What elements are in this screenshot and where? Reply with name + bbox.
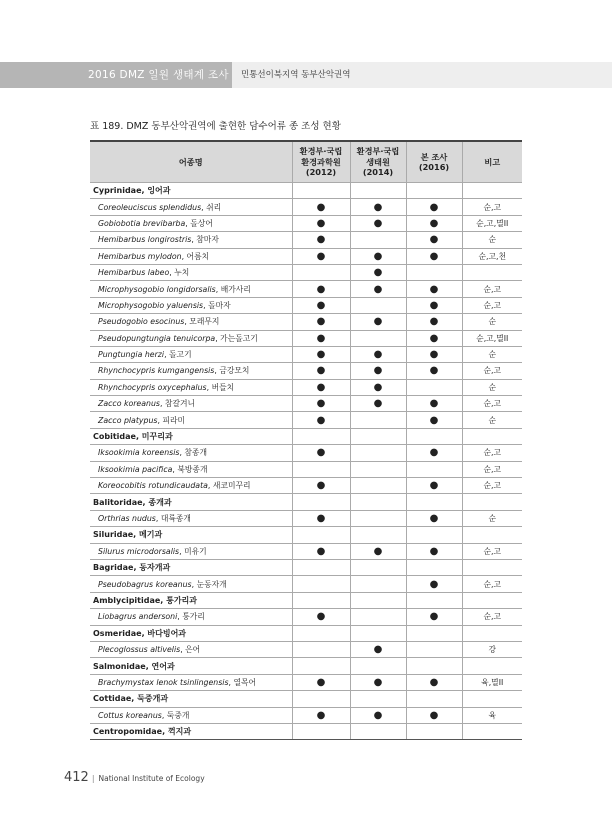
- occurrence-2012: ●: [292, 445, 350, 461]
- korean-name: , 열목어: [228, 677, 257, 687]
- family-row: [90, 723, 522, 739]
- family-row: [90, 494, 522, 510]
- occurrence-2014: [350, 576, 406, 592]
- footer-separator: |: [91, 774, 95, 783]
- family-name: Balitoridae, 종개과: [90, 494, 292, 510]
- note-cell: 순: [462, 346, 522, 362]
- occurrence-2014: ●: [350, 199, 406, 215]
- occurrence-2016: ●: [406, 576, 462, 592]
- scientific-name: Gobiobotia brevibarba: [98, 218, 186, 228]
- empty-cell: [350, 527, 406, 543]
- occurrence-2014: [350, 478, 406, 494]
- col-header-2014: 환경부·국립 생태원 (2014): [350, 141, 406, 183]
- korean-name: , 미유기: [179, 546, 207, 556]
- occurrence-2014: [350, 461, 406, 477]
- occurrence-2012: ●: [292, 215, 350, 231]
- scientific-name: Microphysogobio longidorsalis: [98, 284, 216, 294]
- note-cell: 순,고: [462, 461, 522, 477]
- species-name-cell: [90, 264, 292, 280]
- occurrence-2014: [350, 445, 406, 461]
- korean-name: , 금강모치: [214, 366, 250, 376]
- occurrence-2014: ●: [350, 674, 406, 690]
- occurrence-2014: [350, 609, 406, 625]
- scientific-name: Hemibarbus longirostris: [98, 235, 192, 245]
- family-row: [90, 658, 522, 674]
- species-row: [90, 412, 522, 428]
- scientific-name: Iksookimia pacifica: [98, 464, 173, 474]
- occurrence-2016: ●: [406, 510, 462, 526]
- empty-cell: [462, 183, 522, 199]
- empty-cell: [462, 592, 522, 608]
- species-row: [90, 248, 522, 264]
- scientific-name: Hemibarbus mylodon: [98, 251, 182, 261]
- occurrence-2014: ●: [350, 264, 406, 280]
- species-name-cell: [90, 576, 292, 592]
- occurrence-2012: ●: [292, 281, 350, 297]
- scientific-name: Koreocobitis rotundicaudata: [98, 481, 208, 491]
- empty-cell: [462, 559, 522, 575]
- scientific-name: Pseudogobio esocinus: [98, 317, 185, 327]
- species-row: [90, 264, 522, 280]
- occurrence-2016: ●: [406, 199, 462, 215]
- species-row: [90, 461, 522, 477]
- empty-cell: [406, 428, 462, 444]
- occurrence-2014: [350, 232, 406, 248]
- korean-name: , 참종개: [179, 448, 207, 458]
- species-name-cell: [90, 215, 292, 231]
- occurrence-2014: ●: [350, 641, 406, 657]
- occurrence-2016: [406, 264, 462, 280]
- species-name-cell: [90, 412, 292, 428]
- family-row: [90, 527, 522, 543]
- occurrence-2016: ●: [406, 396, 462, 412]
- occurrence-2016: ●: [406, 707, 462, 723]
- note-cell: 순,고: [462, 478, 522, 494]
- occurrence-2012: [292, 461, 350, 477]
- species-row: [90, 445, 522, 461]
- family-name: Siluridae, 메기과: [90, 527, 292, 543]
- note-cell: 순,고: [462, 543, 522, 559]
- species-name-cell: [90, 543, 292, 559]
- empty-cell: [406, 183, 462, 199]
- note-cell: 순: [462, 314, 522, 330]
- col-header-2012: 환경부·국립 환경과학원 (2012): [292, 141, 350, 183]
- col-header-species: 어종명: [90, 141, 292, 183]
- scientific-name: Zacco koreanus: [98, 399, 160, 409]
- korean-name: , 어름치: [181, 251, 210, 261]
- footer-institute: National Institute of Ecology: [98, 774, 205, 783]
- scientific-name: Coreoleuciscus splendidus: [98, 202, 202, 212]
- empty-cell: [462, 691, 522, 707]
- empty-cell: [350, 691, 406, 707]
- occurrence-2016: [406, 641, 462, 657]
- page-footer: [64, 770, 205, 785]
- species-row: [90, 363, 522, 379]
- note-cell: 육: [462, 707, 522, 723]
- species-name-cell: [90, 248, 292, 264]
- family-row: [90, 183, 522, 199]
- species-row: [90, 379, 522, 395]
- table-header-row: [90, 141, 522, 183]
- occurrence-2016: ●: [406, 346, 462, 362]
- family-row: [90, 691, 522, 707]
- family-name: Salmonidae, 연어과: [90, 658, 292, 674]
- empty-cell: [292, 183, 350, 199]
- occurrence-2016: ●: [406, 478, 462, 494]
- empty-cell: [292, 592, 350, 608]
- header-subtitle: 민통선이북지역 동부산악권역: [241, 70, 351, 80]
- korean-name: , 돌상어: [185, 218, 213, 228]
- scientific-name: Microphysogobio yaluensis: [98, 300, 204, 310]
- scientific-name: Hemibarbus labeo: [98, 268, 170, 278]
- occurrence-2016: ●: [406, 248, 462, 264]
- family-name: Cottidae, 둑중개과: [90, 691, 292, 707]
- empty-cell: [292, 691, 350, 707]
- occurrence-2016: ●: [406, 297, 462, 313]
- empty-cell: [292, 428, 350, 444]
- col-header-2016: 본 조사 (2016): [406, 141, 462, 183]
- korean-name: , 돌고기: [164, 350, 192, 360]
- species-row: [90, 232, 522, 248]
- occurrence-2012: ●: [292, 363, 350, 379]
- scientific-name: Pungtungia herzi: [98, 350, 165, 360]
- family-row: [90, 559, 522, 575]
- occurrence-2014: ●: [350, 363, 406, 379]
- species-name-cell: [90, 199, 292, 215]
- occurrence-2014: ●: [350, 215, 406, 231]
- occurrence-2014: [350, 330, 406, 346]
- note-cell: 순,고,멸II: [462, 330, 522, 346]
- korean-name: , 가는돌고기: [215, 333, 258, 343]
- species-name-cell: [90, 445, 292, 461]
- species-name-cell: [90, 641, 292, 657]
- note-cell: 순: [462, 379, 522, 395]
- empty-cell: [406, 494, 462, 510]
- empty-cell: [406, 658, 462, 674]
- col-header-note: 비고: [462, 141, 522, 183]
- korean-name: , 둑중개: [161, 710, 190, 720]
- note-cell: [462, 264, 522, 280]
- scientific-name: Plecoglossus altivelis: [98, 645, 181, 655]
- scientific-name: Orthrias nudus: [98, 514, 156, 523]
- occurrence-2016: ●: [406, 314, 462, 330]
- occurrence-2014: ●: [350, 248, 406, 264]
- family-name: Amblycipitidae, 퉁가리과: [90, 592, 292, 608]
- occurrence-2014: ●: [350, 379, 406, 395]
- species-row: [90, 707, 522, 723]
- family-row: [90, 625, 522, 641]
- species-name-cell: [90, 707, 292, 723]
- species-row: [90, 199, 522, 215]
- empty-cell: [292, 494, 350, 510]
- empty-cell: [462, 428, 522, 444]
- occurrence-2014: [350, 510, 406, 526]
- korean-name: , 참갈겨니: [159, 399, 196, 409]
- species-name-cell: [90, 314, 292, 330]
- species-name-cell: [90, 396, 292, 412]
- species-row: [90, 396, 522, 412]
- empty-cell: [406, 592, 462, 608]
- empty-cell: [406, 691, 462, 707]
- occurrence-2012: ●: [292, 707, 350, 723]
- species-name-cell: [90, 510, 292, 526]
- note-cell: 순,고,멸II: [462, 215, 522, 231]
- scientific-name: Pseudopungtungia tenuicorpa: [98, 333, 216, 343]
- empty-cell: [292, 625, 350, 641]
- species-row: [90, 576, 522, 592]
- species-name-cell: [90, 281, 292, 297]
- empty-cell: [350, 428, 406, 444]
- empty-cell: [462, 658, 522, 674]
- korean-name: , 새코미꾸리: [207, 481, 251, 491]
- occurrence-2012: [292, 264, 350, 280]
- note-cell: 순,고: [462, 199, 522, 215]
- occurrence-2012: ●: [292, 199, 350, 215]
- family-name: Bagridae, 동자개과: [90, 559, 292, 575]
- korean-name: , 배가사리: [215, 284, 251, 294]
- empty-cell: [462, 527, 522, 543]
- korean-name: , 참마자: [191, 235, 219, 245]
- scientific-name: Brachymystax lenok tsinlingensis: [98, 677, 229, 687]
- empty-cell: [292, 658, 350, 674]
- occurrence-2012: ●: [292, 396, 350, 412]
- species-row: [90, 215, 522, 231]
- species-row: [90, 346, 522, 362]
- page-number: 412: [64, 770, 89, 785]
- occurrence-2012: [292, 576, 350, 592]
- occurrence-2012: ●: [292, 543, 350, 559]
- scientific-name: Iksookimia koreensis: [98, 448, 180, 458]
- empty-cell: [292, 559, 350, 575]
- empty-cell: [350, 494, 406, 510]
- scientific-name: Liobagrus andersoni: [98, 612, 178, 622]
- occurrence-2012: ●: [292, 314, 350, 330]
- occurrence-2016: ●: [406, 281, 462, 297]
- family-name: Cyprinidae, 잉어과: [90, 183, 292, 199]
- scientific-name: Rhynchocypris oxycephalus: [98, 382, 207, 392]
- species-row: [90, 297, 522, 313]
- note-cell: 순,고: [462, 396, 522, 412]
- occurrence-2012: ●: [292, 248, 350, 264]
- korean-name: , 퉁가리: [177, 612, 205, 622]
- family-name: Cobitidae, 미꾸리과: [90, 428, 292, 444]
- species-row: [90, 674, 522, 690]
- occurrence-2016: ●: [406, 330, 462, 346]
- family-name: Centropomidae, 꺽지과: [90, 723, 292, 739]
- occurrence-2016: ●: [406, 363, 462, 379]
- occurrence-2014: ●: [350, 281, 406, 297]
- note-cell: 순: [462, 412, 522, 428]
- empty-cell: [406, 559, 462, 575]
- occurrence-2016: ●: [406, 543, 462, 559]
- occurrence-2012: [292, 641, 350, 657]
- scientific-name: Pseudobagrus koreanus: [98, 579, 192, 589]
- family-name: Osmeridae, 바다빙어과: [90, 625, 292, 641]
- occurrence-2016: [406, 379, 462, 395]
- korean-name: , 버들치: [206, 382, 235, 392]
- korean-name: , 눈동자개: [191, 579, 227, 589]
- note-cell: 순: [462, 510, 522, 526]
- scientific-name: Zacco platypus: [98, 415, 158, 425]
- note-cell: 육,멸II: [462, 674, 522, 690]
- empty-cell: [350, 625, 406, 641]
- species-name-cell: [90, 297, 292, 313]
- occurrence-2016: ●: [406, 412, 462, 428]
- header-title: 2016 DMZ 일원 생태계 조사: [88, 69, 229, 81]
- species-row: [90, 641, 522, 657]
- occurrence-2012: ●: [292, 379, 350, 395]
- species-row: [90, 478, 522, 494]
- korean-name: , 대륙종개: [155, 514, 191, 523]
- empty-cell: [350, 559, 406, 575]
- empty-cell: [292, 723, 350, 739]
- occurrence-2014: ●: [350, 543, 406, 559]
- species-name-cell: [90, 461, 292, 477]
- note-cell: 순,고: [462, 363, 522, 379]
- occurrence-2014: ●: [350, 396, 406, 412]
- species-row: [90, 330, 522, 346]
- occurrence-2016: ●: [406, 232, 462, 248]
- species-row: [90, 314, 522, 330]
- note-cell: 순,고: [462, 281, 522, 297]
- species-name-cell: [90, 346, 292, 362]
- note-cell: 순,고: [462, 576, 522, 592]
- occurrence-2014: ●: [350, 707, 406, 723]
- occurrence-2012: ●: [292, 297, 350, 313]
- empty-cell: [406, 723, 462, 739]
- occurrence-2012: ●: [292, 510, 350, 526]
- occurrence-2014: ●: [350, 314, 406, 330]
- occurrence-2012: ●: [292, 478, 350, 494]
- korean-name: , 은어: [180, 645, 201, 655]
- occurrence-2012: ●: [292, 412, 350, 428]
- occurrence-2016: [406, 461, 462, 477]
- note-cell: 순,고: [462, 609, 522, 625]
- occurrence-2016: ●: [406, 674, 462, 690]
- note-cell: 강: [462, 641, 522, 657]
- occurrence-2014: [350, 297, 406, 313]
- empty-cell: [350, 723, 406, 739]
- family-row: [90, 592, 522, 608]
- species-name-cell: [90, 478, 292, 494]
- table-caption: 표 189. DMZ 동부산악권역에 출현한 담수어류 종 조성 현황: [90, 121, 341, 132]
- occurrence-2012: ●: [292, 674, 350, 690]
- korean-name: , 쉬리: [201, 202, 222, 212]
- empty-cell: [350, 592, 406, 608]
- species-row: [90, 543, 522, 559]
- occurrence-2012: ●: [292, 330, 350, 346]
- empty-cell: [350, 183, 406, 199]
- korean-name: , 돌마자: [203, 300, 231, 310]
- korean-name: , 누치: [169, 268, 190, 278]
- scientific-name: Cottus koreanus: [98, 710, 162, 720]
- scientific-name: Silurus microdorsalis: [98, 546, 180, 556]
- species-name-cell: [90, 330, 292, 346]
- species-row: [90, 609, 522, 625]
- empty-cell: [462, 723, 522, 739]
- korean-name: , 북방종개: [172, 464, 208, 474]
- note-cell: 순,고: [462, 297, 522, 313]
- korean-name: , 모래무지: [184, 317, 220, 327]
- species-name-cell: [90, 379, 292, 395]
- fish-species-table: [90, 140, 522, 740]
- species-name-cell: [90, 363, 292, 379]
- korean-name: , 피라미: [157, 415, 186, 425]
- family-row: [90, 428, 522, 444]
- occurrence-2012: ●: [292, 609, 350, 625]
- occurrence-2016: ●: [406, 215, 462, 231]
- note-cell: 순,고,천: [462, 248, 522, 264]
- table-body: [90, 183, 522, 740]
- species-row: [90, 281, 522, 297]
- species-name-cell: [90, 674, 292, 690]
- occurrence-2014: [350, 412, 406, 428]
- occurrence-2016: ●: [406, 609, 462, 625]
- empty-cell: [350, 658, 406, 674]
- species-name-cell: [90, 232, 292, 248]
- species-row: [90, 510, 522, 526]
- empty-cell: [292, 527, 350, 543]
- occurrence-2012: ●: [292, 232, 350, 248]
- occurrence-2012: ●: [292, 346, 350, 362]
- note-cell: 순,고: [462, 445, 522, 461]
- note-cell: 순: [462, 232, 522, 248]
- occurrence-2016: ●: [406, 445, 462, 461]
- scientific-name: Rhynchocypris kumgangensis: [98, 366, 215, 376]
- empty-cell: [406, 527, 462, 543]
- empty-cell: [462, 625, 522, 641]
- empty-cell: [406, 625, 462, 641]
- species-name-cell: [90, 609, 292, 625]
- occurrence-2014: ●: [350, 346, 406, 362]
- empty-cell: [462, 494, 522, 510]
